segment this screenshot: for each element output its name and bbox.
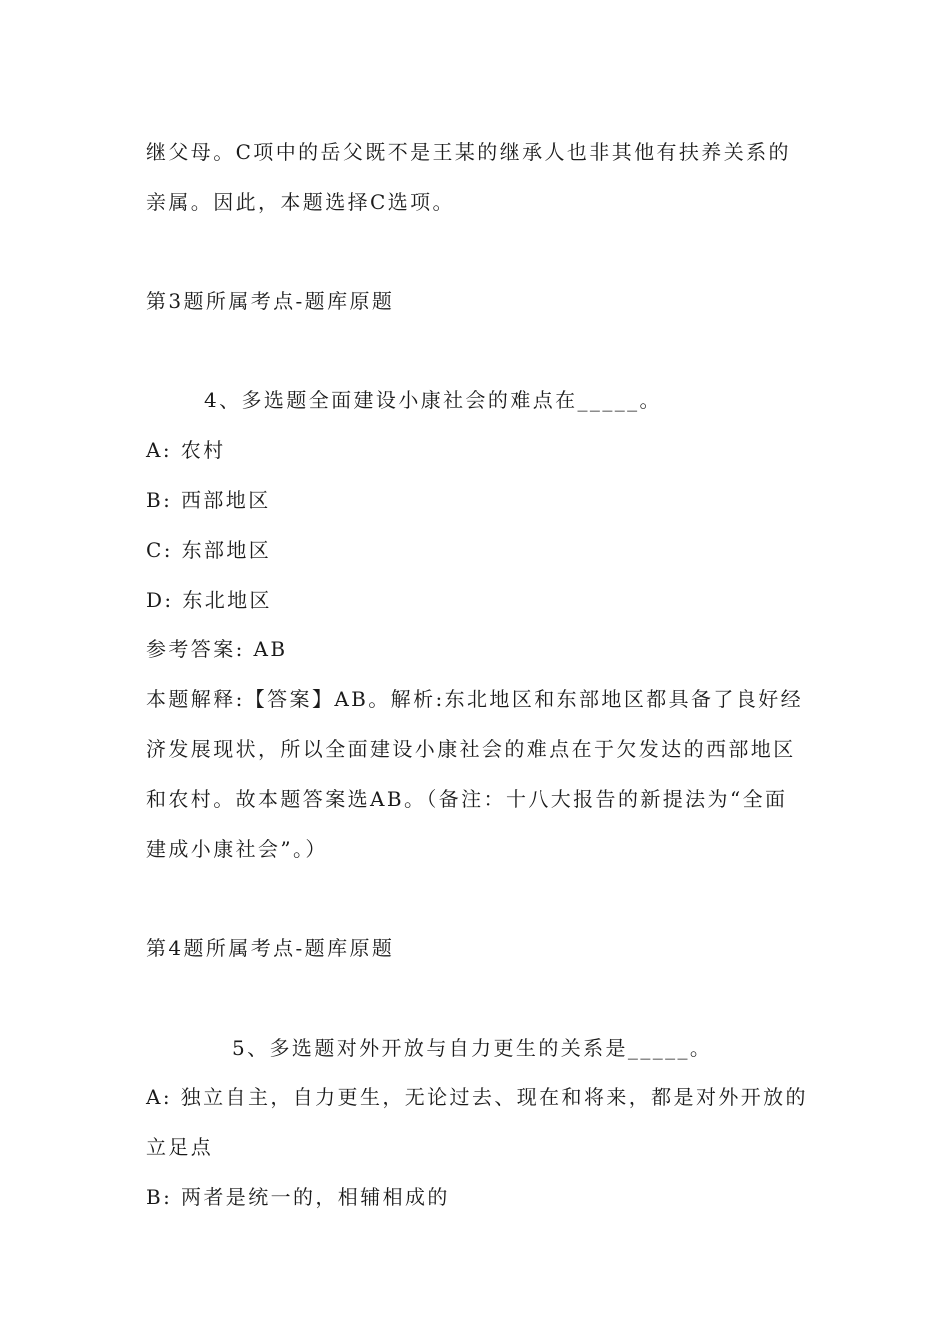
q4-option-b: B: 西部地区 <box>146 488 271 512</box>
q5-stem: 5、多选题对外开放与自力更生的关系是_____。 <box>232 1036 713 1060</box>
q4-knowledge-point: 第4题所属考点-题库原题 <box>146 936 395 960</box>
q4-explanation-line-4: 建成小康社会”。） <box>146 837 328 861</box>
q4-answer: 参考答案: AB <box>146 637 288 661</box>
continuation-line-1: 继父母。C项中的岳父既不是王某的继承人也非其他有扶养关系的 <box>146 140 791 164</box>
q5-option-b: B: 两者是统一的，相辅相成的 <box>146 1185 450 1209</box>
q4-option-d: D: 东北地区 <box>146 588 272 612</box>
q3-knowledge-point: 第3题所属考点-题库原题 <box>146 289 395 313</box>
q4-option-c: C: 东部地区 <box>146 538 272 562</box>
q5-option-a-line-2: 立足点 <box>146 1135 214 1159</box>
q4-explanation-line-1: 本题解释:【答案】AB。解析:东北地区和东部地区都具备了良好经 <box>146 687 804 711</box>
continuation-line-2: 亲属。因此，本题选择C选项。 <box>146 190 455 214</box>
q5-option-a-line-1: A: 独立自主，自力更生，无论过去、现在和将来，都是对外开放的 <box>146 1085 808 1109</box>
q4-option-a: A: 农村 <box>146 438 226 462</box>
q4-explanation-line-3: 和农村。故本题答案选AB。（备注：十八大报告的新提法为“全面 <box>146 787 788 811</box>
q4-explanation-line-2: 济发展现状，所以全面建设小康社会的难点在于欠发达的西部地区 <box>146 737 796 761</box>
q4-stem: 4、多选题全面建设小康社会的难点在_____。 <box>204 388 662 412</box>
